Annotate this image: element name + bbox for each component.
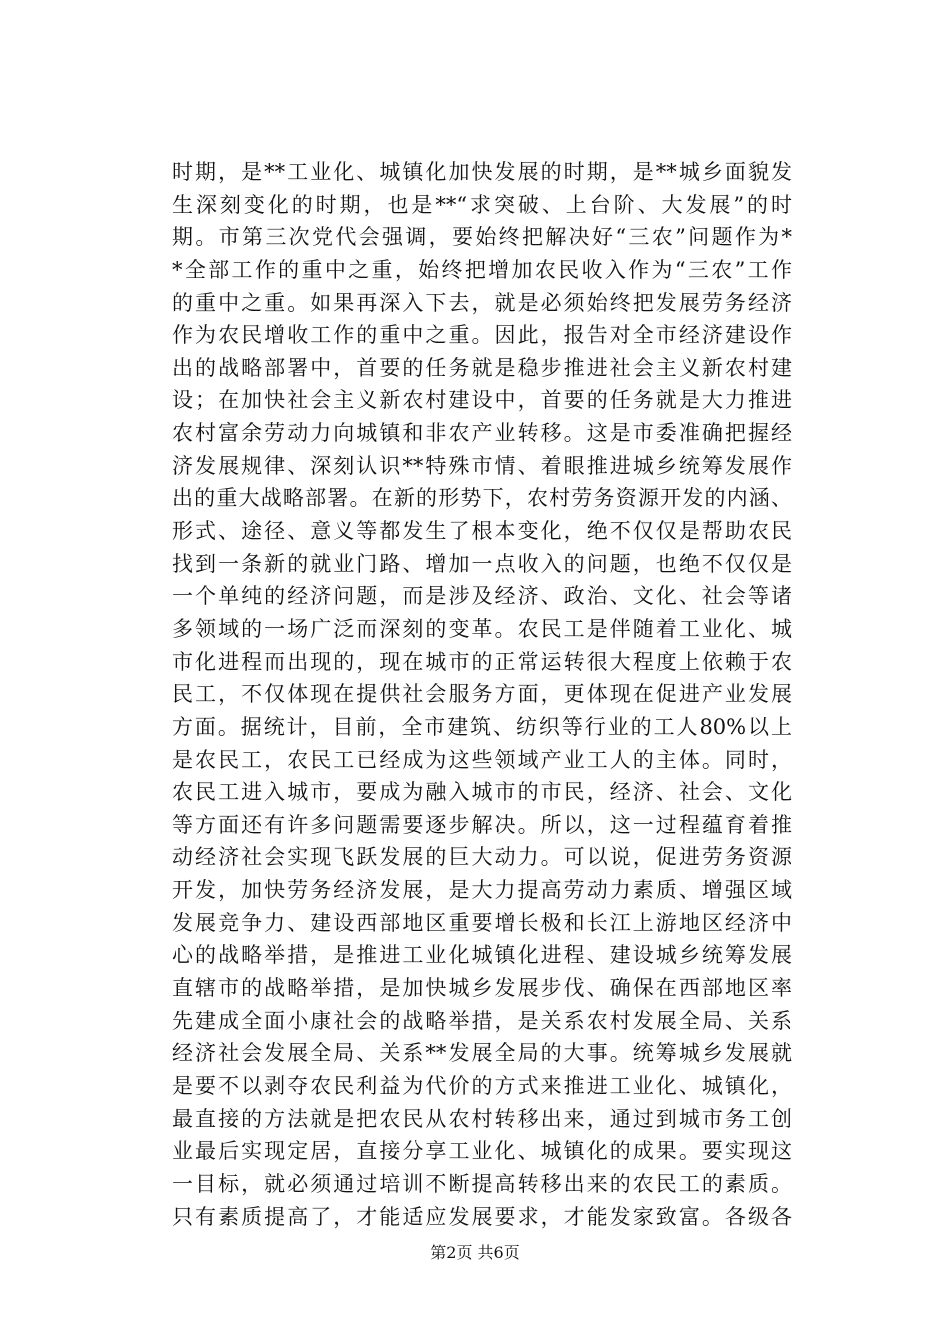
text-line: 农村富余劳动力向城镇和非农产业转移。这是市委准确把握经 [172,421,792,446]
text-line: 业最后实现定居，直接分享工业化、城镇化的成果。要实现这 [172,1139,792,1164]
text-line: 时期，是**工业化、城镇化加快发展的时期，是**城乡面貌发 [172,160,792,184]
page-number-footer: 第2页 共6页 [430,1243,520,1262]
text-line: 期。市第三次党代会强调，要始终把解决好“三农”问题作为* [172,225,792,250]
text-line: 出的战略部署中，首要的任务就是稳步推进社会主义新农村建 [172,355,792,380]
text-line: 出的重大战略部署。在新的形势下，农村劳务资源开发的内涵、 [172,486,792,511]
text-line: 经济社会发展全局、关系**发展全局的大事。统筹城乡发展就 [172,1041,792,1066]
text-line: 只有素质提高了，才能适应发展要求，才能发家致富。各级各 [172,1204,792,1229]
text-line: 民工，不仅体现在提供社会服务方面，更体现在促进产业发展 [172,682,792,707]
text-line: 直辖市的战略举措，是加快城乡发展步伐、确保在西部地区率 [172,976,792,1001]
text-line: 是农民工，农民工已经成为这些领域产业工人的主体。同时， [172,747,792,772]
body-text [172,156,792,1233]
text-line: 形式、途径、意义等都发生了根本变化，绝不仅仅是帮助农民 [172,519,792,544]
text-line: 多领域的一场广泛而深刻的变革。农民工是伴随着工业化、城 [172,616,792,641]
text-line: 找到一条新的就业门路、增加一点收入的问题，也绝不仅仅是 [172,551,792,576]
text-line: 一个单纯的经济问题，而是涉及经济、政治、文化、社会等诸 [172,584,792,609]
text-line: 一目标，就必须通过培训不断提高转移出来的农民工的素质。 [172,1171,792,1196]
text-line: 先建成全面小康社会的战略举措，是关系农村发展全局、关系 [172,1008,792,1033]
text-line: 市化进程而出现的，现在城市的正常运转很大程度上依赖于农 [172,649,792,674]
text-line: 是要不以剥夺农民利益为代价的方式来推进工业化、城镇化， [172,1073,792,1098]
text-line: 动经济社会实现飞跃发展的巨大动力。可以说，促进劳务资源 [172,845,792,870]
text-line: 济发展规律、深刻认识**特殊市情、着眼推进城乡统筹发展作 [172,453,792,478]
text-line: 农民工进入城市，要成为融入城市的市民，经济、社会、文化 [172,780,792,805]
text-line: 生深刻变化的时期，也是**“求突破、上台阶、大发展”的时 [172,192,792,217]
text-line: 方面。据统计，目前，全市建筑、纺织等行业的工人80%以上 [172,714,792,739]
text-line: 最直接的方法就是把农民从农村转移出来，通过到城市务工创 [172,1106,792,1131]
text-line: 等方面还有许多问题需要逐步解决。所以，这一过程蕴育着推 [172,812,792,837]
text-line: 的重中之重。如果再深入下去，就是必须始终把发展劳务经济 [172,290,792,315]
text-line: 发展竞争力、建设西部地区重要增长极和长江上游地区经济中 [172,910,792,935]
text-line: 心的战略举措，是推进工业化城镇化进程、建设城乡统筹发展 [172,943,792,968]
text-line: 设；在加快社会主义新农村建设中，首要的任务就是大力推进 [172,388,792,413]
text-line: 作为农民增收工作的重中之重。因此，报告对全市经济建设作 [172,323,792,348]
text-line: 开发，加快劳务经济发展，是大力提高劳动力素质、增强区域 [172,878,792,903]
text-line: *全部工作的重中之重，始终把增加农民收入作为“三农”工作 [172,257,792,282]
